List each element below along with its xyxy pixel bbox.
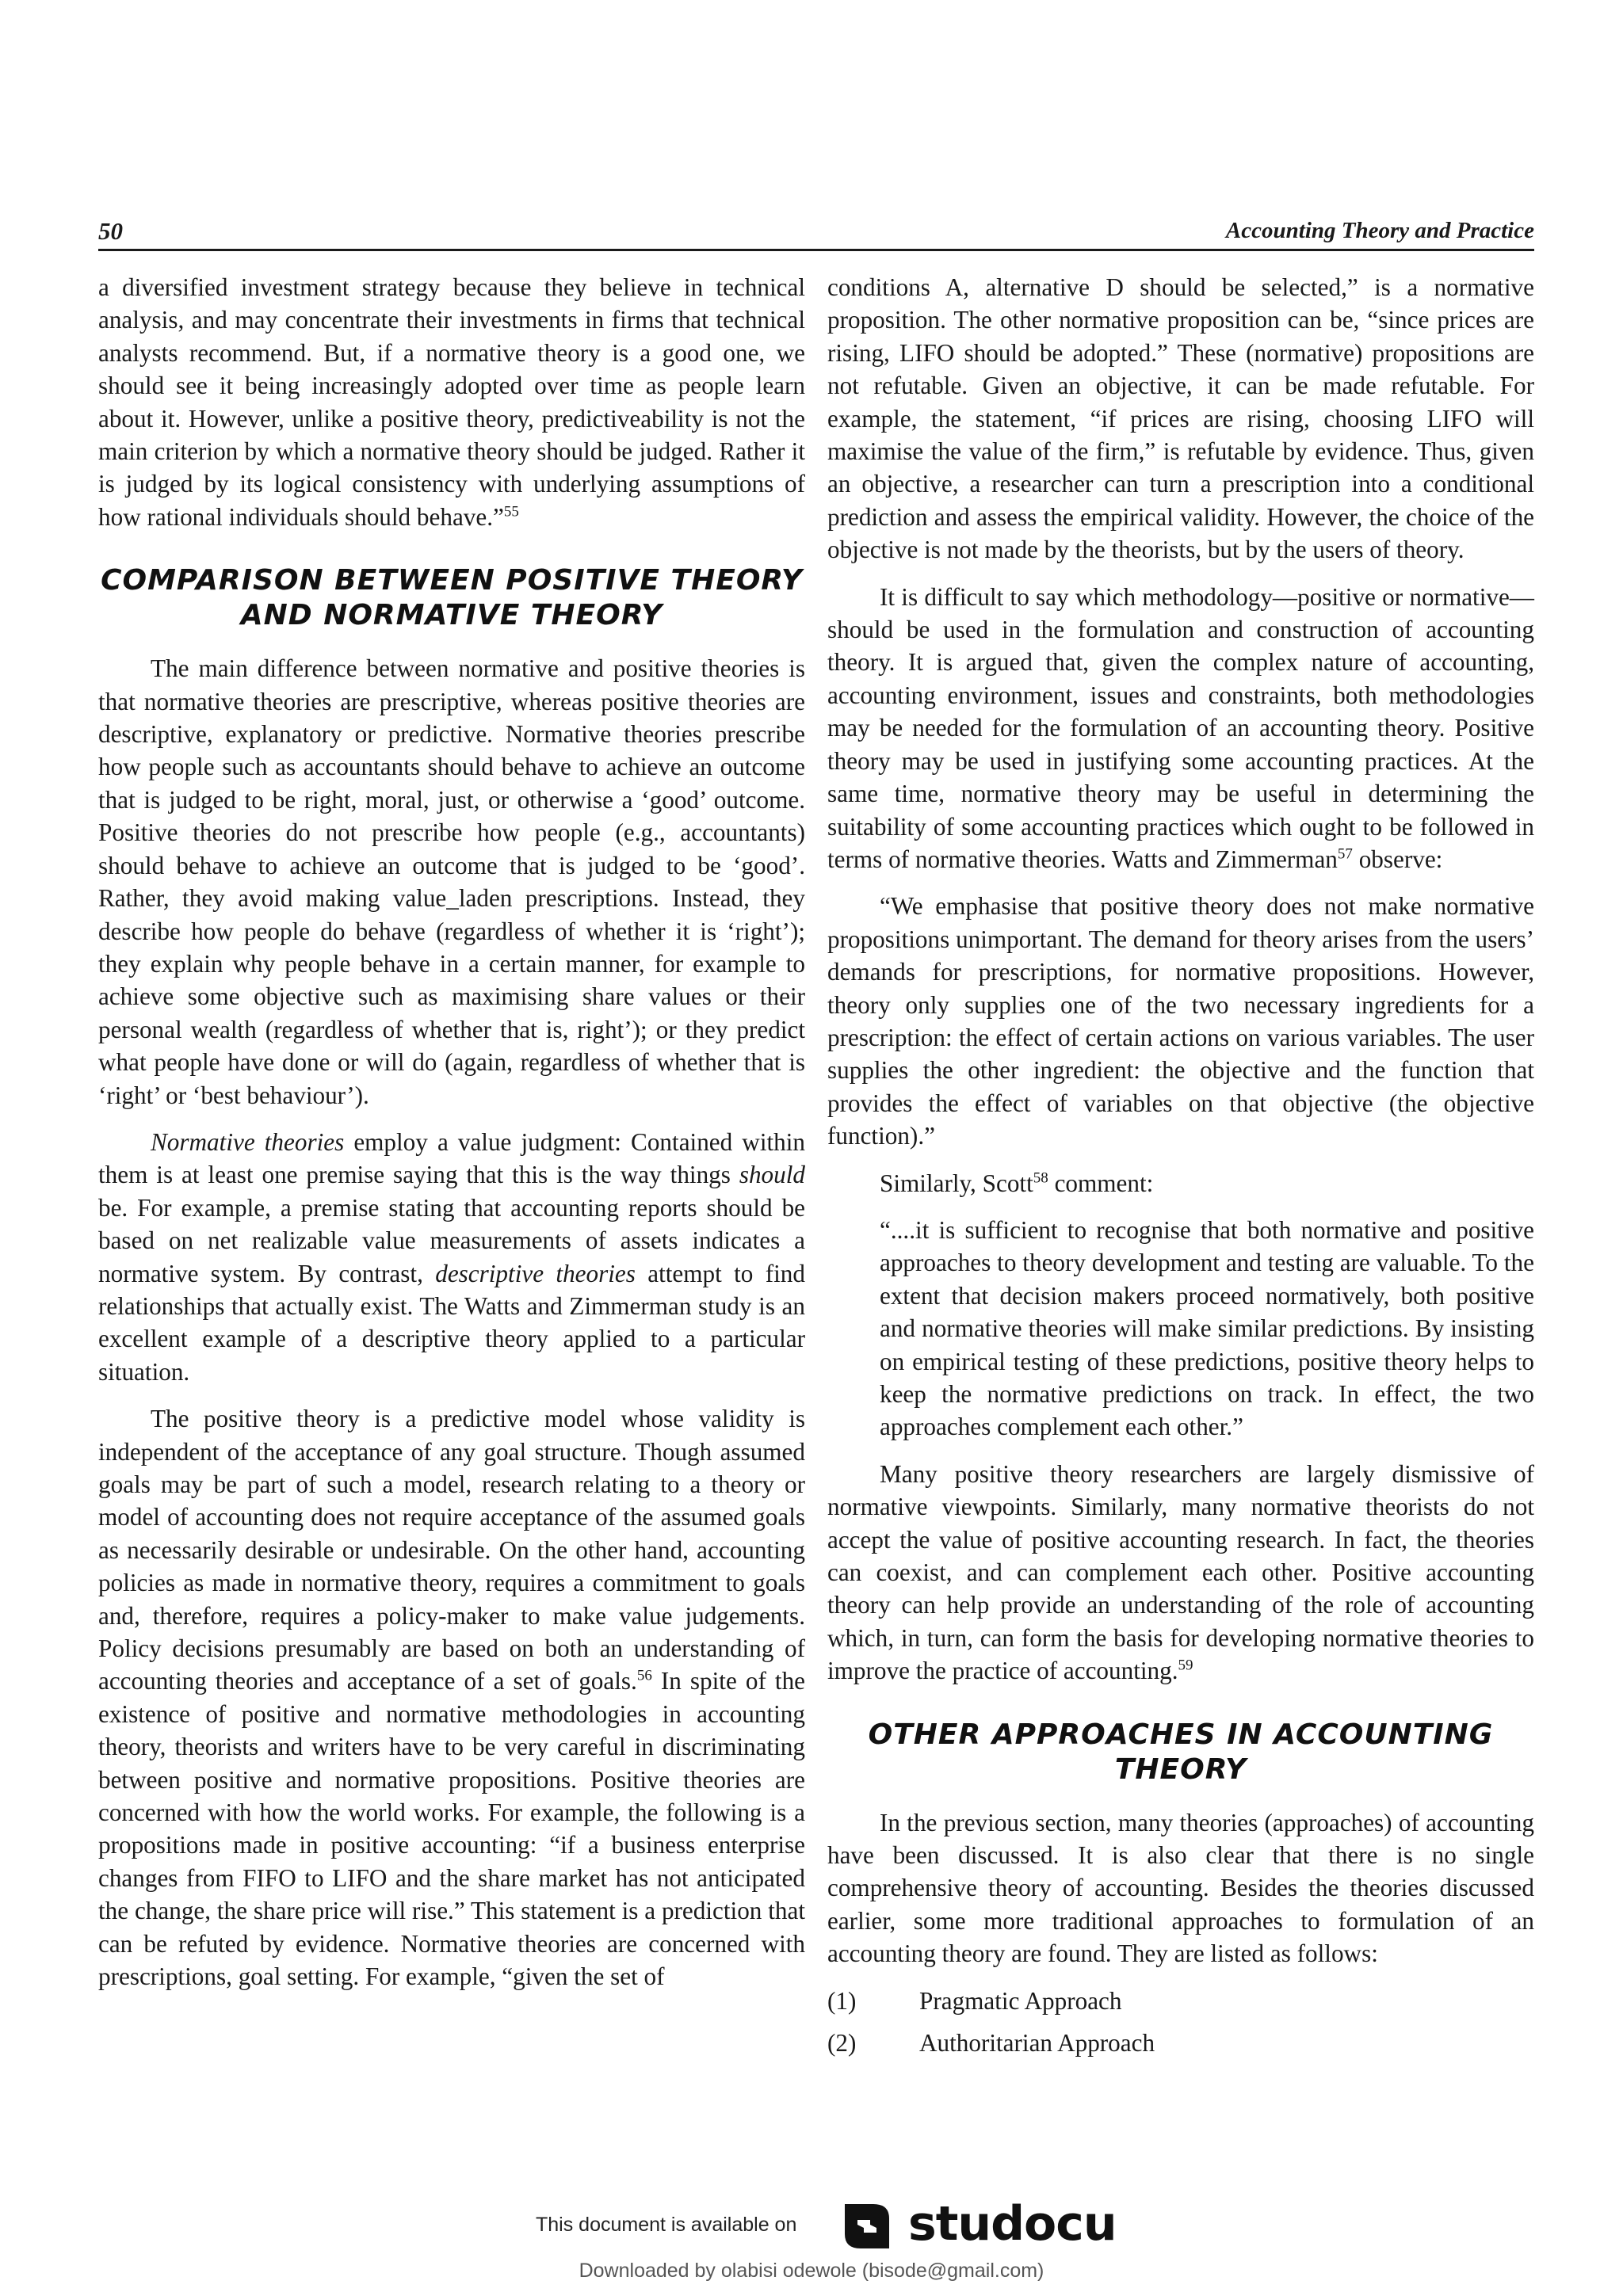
section-heading-other-approaches: OTHER APPROACHES IN ACCOUNTING THEORY	[868, 1718, 1494, 1786]
studocu-banner[interactable]	[536, 2193, 1117, 2256]
right-column	[827, 271, 1534, 2069]
block-quote: “We emphasise that positive theory does not make normative propositions unimportant. The demand for theory arises from the users’ demands for prescriptions, for normative propositions. However, theory only supplies one of the two necessary ingredients for a prescription: the effect of certain actions on various variables. The user supplies the other ingredient: the objective and the function that provides the effect of variables on that objective (the objective function).”	[827, 892, 1534, 1150]
download-notice: Downloaded by olabisi odewole (bisode@gmail.com)	[579, 2260, 1044, 2282]
running-title: Accounting Theory and Practice	[1225, 218, 1534, 243]
paragraph: The main difference between normative and positive theories is that normative theories are prescriptive, whereas positive theories are descriptive, explanatory or predictive. Normative theories prescribe how people such as accountants should behave to achieve an outcome that is judged to be right, moral, just, or otherwise a ‘good’ outcome. Positive theories do not prescribe how people (e.g., accountants) should behave to achieve an outcome that is judged to be ‘good’. Rather, they avoid making value_laden prescriptions. Instead, they describe how people do behave (regardless of whether it is ‘right’); they explain why people behave in a certain manner, for example to achieve some objective such as maximising share values or their personal wealth (regardless of whether that is, right’); or they predict what people have done or will do (again, regardless of whether that is ‘right’ or ‘best behaviour’).	[98, 654, 805, 1109]
page-header	[98, 212, 1534, 251]
studocu-logo-icon	[834, 2193, 900, 2260]
paragraph: It is difficult to say which methodology—positive or normative—should be used in the formulation and construction of accounting theory. It is argued that, given the complex nature of accounting, accounting environment, issues and constraints, both methodologies may be needed for the formulation of an accounting theory. Positive theory may be used in justifying some accounting practices. At the same time, normative theory may be useful in determining the suitability of some accounting practices which ought to be followed in terms of normative theories. Watts and Zimmerman$^{57}$ observe:	[827, 582, 1534, 873]
list-item: (2) Authoritarian Approach	[827, 2029, 1155, 2058]
section-heading-comparison: COMPARISON BETWEEN POSITIVE THEORY AND NORMATIVE THEORY	[101, 564, 803, 632]
paragraph: conditions A, alternative D should be selected,” is a normative proposition. The other normative proposition can be, “since prices are rising, LIFO should be adopted.” These (normative) propositions are not refutable. Given an objective, it can be made refutable. For example, the statement, “if prices are rising, choosing LIFO will maximise the value of the firm,” is refutable by evidence. Thus, given an objective, a researcher can turn a prescription into a conditional prediction and assess the empirical validity. However, the choice of the objective is not made by the theorists, but by the users of theory.	[827, 273, 1534, 564]
list-item: (1) Pragmatic Approach	[827, 1986, 1122, 2015]
paragraph: Similarly, Scott$^{58}$ comment:	[880, 1169, 1154, 1197]
studocu-brand: studocu	[908, 2196, 1117, 2252]
left-column	[98, 271, 805, 2008]
available-text: This document is available on	[536, 2214, 797, 2236]
block-quote: “....it is sufficient to recognise that both normative and positive approaches to theory development and testing are valuable. To the extent that decision makers proceed normatively, both positive and normative theories will make similar predictions. By insisting on empirical testing of these predictions, positive theory helps to keep the normative predictions on track. In effect, the two approaches complement each other.”	[880, 1215, 1534, 1441]
paragraph: a diversified investment strategy because they believe in technical analysis, and may concentrate their investments in firms that technical analysts recommend. But, if a normative theory is a good one, we should see it being increasingly adopted over time as people learn about it. However, unlike a positive theory, predictiveability is not the main criterion by which a normative theory should be judged. Rather it is judged by its logical consistency with underlying assumptions of how rational individuals should behave.”$^{55}$	[98, 273, 805, 531]
paragraph: The positive theory is a predictive model whose validity is independent of the acceptance of any goal structure. Though assumed goals may be part of such a model, research relating to a theory or model of accounting does not require acceptance of the assumed goals as necessarily desirable or undesirable. On the other hand, accounting policies as made in normative theory, requires a commitment to goals and, therefore, requires a policy-maker to make value judgements. Policy decisions presumably are based on both an understanding of accounting theories and acceptance of a set of goals.$^{56}$ In spite of the existence of positive and normative methodologies in accounting theory, theorists and writers have to be very careful in discriminating between positive and normative propositions. Positive theories are concerned with how the world works. For example, the following is a propositions made in positive accounting: “if a business enterprise changes from FIFO to LIFO and the share market has not anticipated the change, the share price will rise.” This statement is a prediction that can be refuted by evidence. Normative theories are concerned with prescriptions, goal setting. For example, “given the set of	[98, 1405, 805, 1991]
paragraph: Many positive theory researchers are largely dismissive of normative viewpoints. Similarly, many normative theorists do not accept the value of positive accounting research. In fact, the theories can coexist, and can complement each other. Positive accounting theory can help provide an understanding of the role of accounting which, in turn, can form the basis for developing normative theories to improve the practice of accounting.$^{59}$	[827, 1459, 1534, 1685]
paragraph: Normative theories employ a value judgment: Contained within them is at least one premise saying that this is the way things should be. For example, a premise stating that accounting reports should be based on net realizable value measurements of assets indicates a normative system. By contrast, descriptive theories attempt to find relationships that actually exist. The Watts and Zimmerman study is an excellent example of a descriptive theory applied to a particular situation.	[98, 1127, 806, 1386]
paragraph: In the previous section, many theories (approaches) of accounting have been discussed. It is also clear that there is no single comprehensive theory of accounting. Besides the theories discussed earlier, some more traditional approaches to formulation of an accounting theory are found. They are listed as follows:	[827, 1808, 1534, 1968]
page-number: 50	[98, 217, 123, 245]
